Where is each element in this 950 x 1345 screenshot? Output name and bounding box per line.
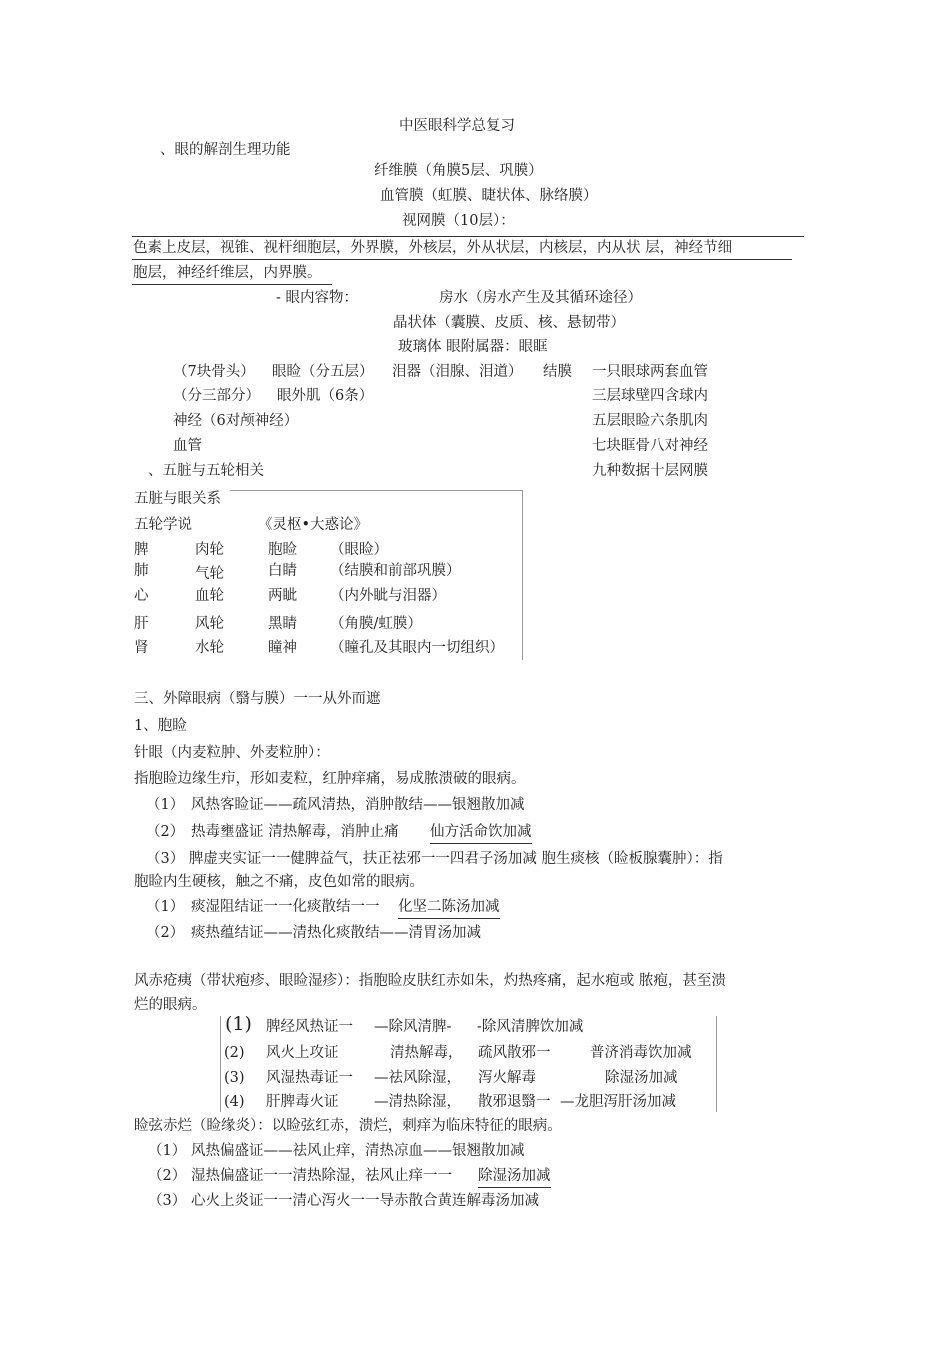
row-num: (4) [224,1094,245,1110]
mnemonic-line: 一只眼球两套血管 [592,364,708,380]
adnexa-nerves: 神经（6对颅神经） [173,413,299,429]
adnexa-orbit-parts: （分三部分） [173,388,260,404]
stye-item-num: （1） [146,797,185,813]
retina-layers-line1: 色素上皮层，视锥、视杆细胞层，外界膜，外核层，外从状层，内核层，内从状 层，神经节细 [133,240,733,256]
subsection-eyelid: 1、胞睑 [134,718,187,734]
chalazion-item-num: （1） [146,899,185,915]
organ: 肺 [134,563,149,579]
part-desc: （眼睑） [330,542,388,558]
blepharitis-item-num: （2） [148,1168,187,1184]
blepharitis-item-text: 湿热偏盛证一一清热除湿，祛风止痒一一 [191,1168,452,1184]
part-desc: （角膜/虹膜） [330,616,422,632]
organ: 肝 [134,616,149,632]
row-syndrome: 风湿热毒证一 [266,1070,353,1086]
vitreous: 玻璃体 眼附属器：眼眶 [398,339,548,355]
adnexa-eyelid: 眼睑（分五层） [272,364,374,380]
retina-mid-rule [132,259,792,260]
row-method: —祛风除湿， [374,1070,461,1086]
contents-label: - 眼内容物： [276,290,359,306]
herpes-table-right-rule [716,1016,717,1112]
adnexa-vessels: 血管 [173,438,202,454]
row-num: (1) [225,1013,252,1035]
stye-item-num: （2） [146,824,185,840]
stye-item-text: 风热客睑证——疏风清热，消肿散结——银翘散加减 [191,797,525,813]
retina-layers-line2: 胞层，神经纤维层，内界膜。 [133,265,322,281]
row-method: —清热除湿， [374,1094,461,1110]
retina-layer: 视网膜（10层）： [402,213,515,229]
herpes-table-left-rule [220,1016,221,1112]
adnexa-lacrimal: 泪器（泪腺、泪道） [392,364,523,380]
adnexa-muscles: 眼外肌（6条） [277,388,374,404]
chalazion-item-rx: 化坚二陈汤加减 [398,897,500,919]
stye-item3-line1: （3） 脾虚夹实证一一健脾益气，扶正祛邪一一四君子汤加减 胞生痰核（睑板腺囊肿）：指 [146,851,723,867]
organ: 心 [134,588,149,604]
adnexa-bones: （7块骨头） [173,364,255,380]
vascular-layer: 血管膜（虹膜、睫状体、脉络膜） [380,188,598,204]
blepharitis-definition: 睑弦赤烂（睑缘炎）：以睑弦红赤，溃烂，刺痒为临床特征的眼病。 [134,1118,562,1134]
blepharitis-item-text: 心火上炎证一一清心泻火一一导赤散合黄连解毒汤加减 [191,1193,539,1209]
chalazion-item-text: 痰湿阻结证一一化痰散结一一 [191,899,380,915]
mnemonic-line: 九种数据十层网膜 [592,463,708,479]
row-num: (2) [224,1045,245,1061]
stye-title: 针眼（内麦粒肿、外麦粒肿）： [134,745,330,761]
row-method2: 散邪退翳一 [478,1094,551,1110]
blepharitis-item-text: 风热偏盛证——祛风止痒，清热凉血——银翘散加减 [191,1143,525,1159]
retina-bottom-rule [132,284,332,285]
part: 白睛 [268,563,297,579]
box-right-rule [522,490,523,660]
section2-heading: 、五脏与五轮相关 [148,463,264,479]
part: 瞳神 [268,640,297,656]
mnemonic-line: 七块眶骨八对神经 [592,438,708,454]
wheel: 气轮 [195,566,224,582]
part: 胞睑 [268,542,297,558]
row-num: (3) [224,1070,245,1086]
stye-item3-line2: 胞睑内生硬核，触之不痛，皮色如常的眼病。 [134,874,424,890]
mnemonic-line: 五层眼睑六条肌肉 [592,413,708,429]
wheel: 血轮 [195,588,224,604]
herpes-line2: 烂的眼病。 [134,997,207,1013]
row-syndrome: 肝脾毒火证 [266,1094,339,1110]
row-rx: 普济消毒饮加减 [590,1045,692,1061]
section1-heading: 、眼的解剖生理功能 [160,142,291,158]
organ: 肾 [134,640,149,656]
aqueous: 房水（房水产生及其循环途径） [439,290,642,306]
box-title: 五脏与眼关系 [134,491,221,507]
stye-item-text: 热毒壅盛证 清热解毒，消肿止痛 [191,824,399,840]
blepharitis-item-num: （1） [148,1143,187,1159]
section3-heading: 三、外障眼病（翳与膜）一一从外而遮 [134,691,381,707]
part-desc: （瞳孔及其眼内一切组织） [330,640,504,656]
row-syndrome: 风火上攻证 [266,1045,339,1061]
organ: 脾 [134,542,149,558]
wheel: 风轮 [195,616,224,632]
blepharitis-item-rx: 除湿汤加减 [478,1166,551,1188]
part: 黑睛 [268,616,297,632]
part-desc: （结膜和前部巩膜） [330,563,461,579]
wheel: 肉轮 [195,542,224,558]
chalazion-item-text: 痰热蕴结证——清热化痰散结——清胃汤加减 [191,925,481,941]
row-method2: 泻火解毒 [478,1070,536,1086]
stye-definition: 指胞睑边缘生疖，形如麦粒，红肿痒痛，易成脓溃破的眼病。 [134,771,526,787]
source-text: 《灵枢•大惑论》 [258,517,369,533]
part-desc: （内外眦与泪器） [330,588,446,604]
fiber-layer: 纤维膜（角膜5层、巩膜） [374,163,543,179]
adnexa-conjunctiva: 结膜 [543,364,572,380]
lens: 晶状体（囊膜、皮质、核、悬韧带） [393,315,625,331]
row-rx: 除湿汤加减 [605,1070,678,1086]
row-rx: —龙胆泻肝汤加减 [560,1094,676,1110]
retina-top-rule [132,236,804,237]
herpes-line1: 风赤疮痍（带状疱疹、眼睑湿疹）：指胞睑皮肤红赤如朱，灼热疼痛，起水疱或 脓疱，甚至溃 [134,973,726,989]
five-wheel-theory: 五轮学说 [134,517,192,533]
row-syndrome: 脾经风热证一 [266,1019,353,1035]
row-method: —除风清脾- [374,1019,452,1035]
row-rx: -除风清脾饮加减 [477,1019,584,1035]
wheel: 水轮 [195,640,224,656]
stye-item-rx: 仙方活命饮加减 [430,822,532,844]
row-method2: 疏风散邪一 [478,1045,551,1061]
page-title: 中医眼科学总复习 [399,118,515,134]
row-method: 清热解毒， [390,1045,463,1061]
blepharitis-item-num: （3） [148,1193,187,1209]
box-top-rule [230,490,522,491]
part: 两眦 [268,588,297,604]
chalazion-item-num: （2） [146,925,185,941]
mnemonic-line: 三层球壁四含球内 [592,388,708,404]
